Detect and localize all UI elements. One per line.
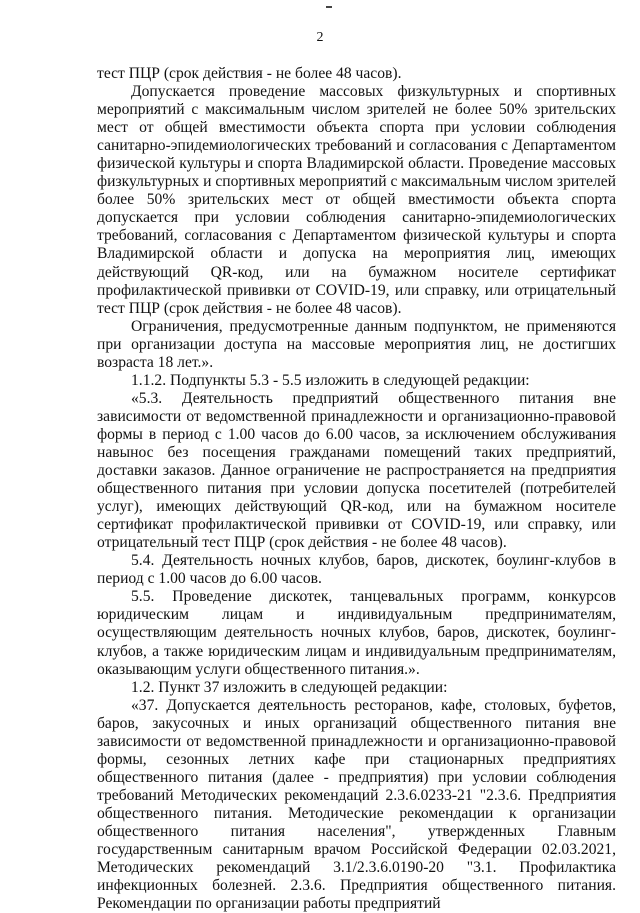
- paragraph-1-2: 1.2. Пункт 37 изложить в следующей редакции:: [131, 678, 448, 696]
- paragraph-sports-events: Допускается проведение массовых физкультурных и спортивных мероприятий с максимальным числом зрителей не более 50% зрительских мест от общей вместимости объекта спорта при условии соблюдения санитарно-эпидемиологических требований и согласования с Департаментом физической культуры и спорта Владимирской области. Проведение массовых физкультурных и спортивных мероприятий с максимальным числом зрителей более 50% зрительских мест от общей вместимости объекта спорта допускается при условии соблюдения санитарно-эпидемиологических требований, согласования с Департаментом физической культуры и спорта Владимирской области и допуска на мероприятия лиц, имеющих действующий QR-код, или на бумажном носителе сертификат профилактической прививки от COVID-19, или справку, или отрицательный тест ПЦР (срок действия - не более 48 часов).: [97, 83, 616, 317]
- document-body: [97, 65, 616, 913]
- paragraph-age-restriction: Ограничения, предусмотренные данным подпунктом, не применяются при организации доступа на массовые мероприятия лиц, не достигших возраста 18 лет.».: [97, 317, 616, 371]
- paragraph-37: «37. Допускается деятельность ресторанов, кафе, столовых, буфетов, баров, закусочных и иных организаций общественного питания вне зависимости от ведомственной принадлежности и организационно-правовой формы, сезонных летних кафе при стационарных предприятиях общественного питания (далее - предприятия) при условии соблюдения требований Методических рекомендаций 2.3.6.0233-21 "2.3.6. Предприятия общественного питания. Методические рекомендации к организации общественного питания населения", утвержденных Главным государственным санитарным врачом Российской Федерации 02.03.2021, Методических рекомендаций 3.1/2.3.6.0190-20 "3.1. Профилактика инфекционных болезней. 2.3.6. Предприятия общественного питания. Рекомендации по организации работы предприятий: [97, 696, 616, 913]
- paragraph-pcr-test-continuation: тест ПЦР (срок действия - не более 48 часов).: [97, 65, 402, 82]
- paragraph-1-1-2: 1.1.2. Подпункты 5.3 - 5.5 изложить в следующей редакции:: [131, 371, 530, 389]
- page-number: 2: [316, 30, 324, 45]
- paragraph-5-5: 5.5. Проведение дискотек, танцевальных программ, конкурсов юридическим лицам и индивидуальным предпринимателям, осуществляющим деятельность ночных клубов, баров, дискотек, боулинг-клубов, а также юридическим лицам и индивидуальным предпринимателям, оказывающим услуги общественного питания.».: [97, 588, 616, 678]
- page-top-mark: [326, 6, 332, 8]
- paragraph-5-4: 5.4. Деятельность ночных клубов, баров, дискотек, боулинг-клубов в период с 1.00 часов до 6.00 часов.: [97, 552, 616, 588]
- paragraph-5-3: «5.3. Деятельность предприятий общественного питания вне зависимости от ведомственной принадлежности и организационно-правовой формы в период с 1.00 часов до 6.00 часов, за исключением обслуживания навынос без посещения гражданами помещений таких предприятий, доставки заказов. Данное ограничение не распространяется на предприятия общественного питания при условии допуска посетителей (потребителей услуг), имеющих действующий QR-код, или на бумажном носителе сертификат профилактической прививки от COVID-19, или справку, или отрицательный тест ПЦР (срок действия - не более 48 часов).: [97, 389, 616, 552]
